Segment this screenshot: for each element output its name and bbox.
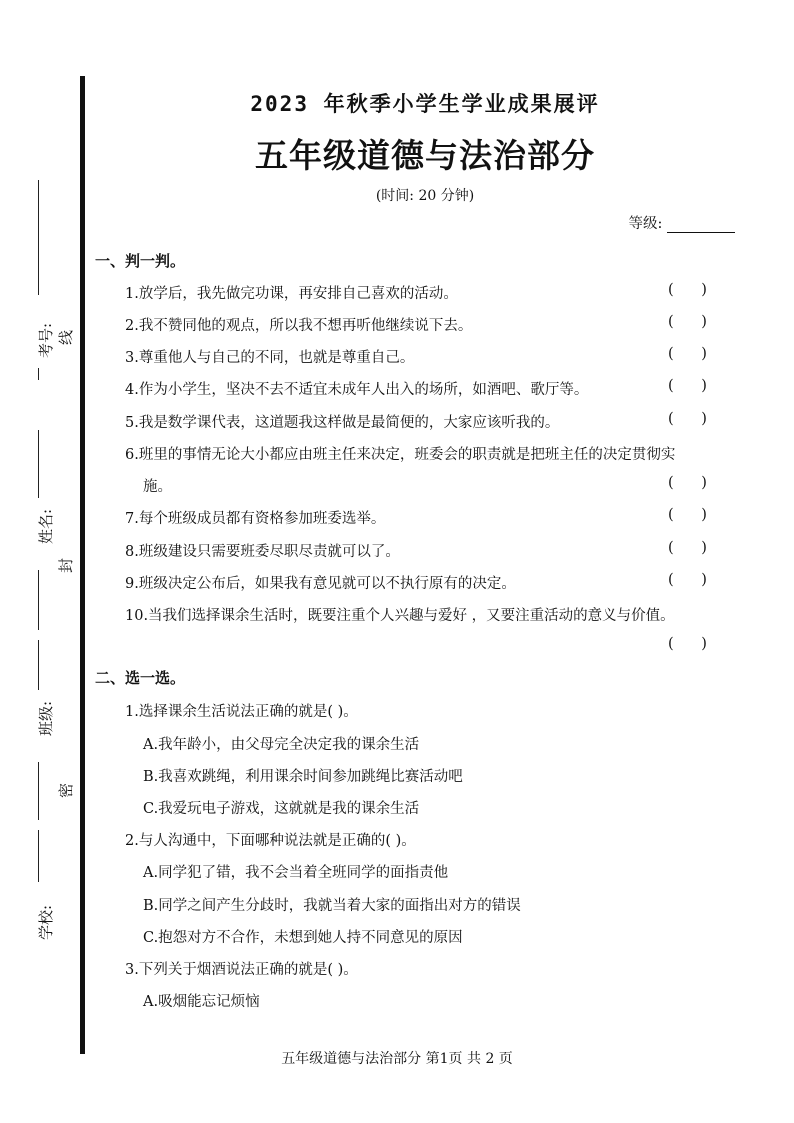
mc-q2-option-a[interactable]: A.同学犯了错，我不会当着全班同学的面指责他 bbox=[143, 865, 449, 881]
cut-word-seal: 封 bbox=[57, 557, 76, 574]
class-line[interactable] bbox=[38, 640, 39, 690]
mc-question-2: 2.与人沟通中，下面哪种说法就是正确的( )。 bbox=[125, 833, 416, 849]
mc-q3-option-a[interactable]: A.吸烟能忘记烦恼 bbox=[143, 994, 260, 1010]
tf-question-6: 6.班里的事情无论大小都应由班主任来决定，班委会的职责就是把班主任的决定贯彻实 bbox=[125, 447, 676, 463]
binding-margin bbox=[0, 0, 90, 1123]
tf-question-9: 9.班级决定公布后，如果我有意见就可以不执行原有的决定。 bbox=[125, 576, 516, 592]
tf-question-5: 5.我是数学课代表，这道题我这样做是最简便的，大家应该听我的。 bbox=[125, 415, 560, 431]
cut-word-secret: 密 bbox=[57, 782, 76, 799]
tf-answer-5[interactable]: ( ) bbox=[668, 411, 707, 427]
exam-number-line[interactable] bbox=[38, 180, 39, 295]
name-line-lower bbox=[38, 570, 39, 630]
name-line[interactable] bbox=[38, 430, 39, 498]
tf-question-3: 3.尊重他人与自己的不同，也就是尊重自己。 bbox=[125, 350, 415, 366]
school-field bbox=[28, 830, 56, 950]
tf-question-1: 1.放学后，我先做完功课，再安排自己喜欢的活动。 bbox=[125, 286, 458, 302]
tf-answer-3[interactable]: ( ) bbox=[668, 346, 707, 362]
tf-answer-6[interactable]: ( ) bbox=[668, 475, 707, 491]
tf-question-4: 4.作为小学生，坚决不去不适宜未成年人出入的场所，如酒吧、歌厅等。 bbox=[125, 382, 589, 398]
class-label: 班级: bbox=[37, 700, 56, 737]
mc-q1-option-a[interactable]: A.我年龄小，由父母完全决定我的课余生活 bbox=[143, 737, 420, 753]
mc-q2-option-c[interactable]: C.抱怨对方不合作，未想到她人持不同意见的原因 bbox=[143, 930, 463, 946]
name-label: 姓名: bbox=[37, 508, 56, 545]
cut-word-line: 线 bbox=[57, 329, 76, 346]
time-note: (时间: 20 分钟) bbox=[375, 188, 475, 204]
mc-q1-option-c[interactable]: C.我爱玩电子游戏，这就就是我的课余生活 bbox=[143, 801, 420, 817]
exam-title: 2023 年秋季小学生学业成果展评 bbox=[250, 92, 600, 116]
grade-field bbox=[629, 212, 736, 233]
section2-heading: 二、选一选。 bbox=[95, 669, 186, 687]
tf-answer-1[interactable]: ( ) bbox=[668, 282, 707, 298]
section1-heading: 一、判一判。 bbox=[95, 252, 186, 270]
mc-q1-option-b[interactable]: B.我喜欢跳绳，利用课余时间参加跳绳比赛活动吧 bbox=[143, 769, 463, 785]
mc-question-3: 3.下列关于烟酒说法正确的就是( )。 bbox=[125, 962, 358, 978]
tf-answer-8[interactable]: ( ) bbox=[668, 540, 707, 556]
tf-answer-10[interactable]: ( ) bbox=[668, 636, 707, 652]
tf-answer-7[interactable]: ( ) bbox=[668, 507, 707, 523]
exam-number-label: 考号: bbox=[37, 322, 56, 359]
tf-answer-2[interactable]: ( ) bbox=[668, 314, 707, 330]
name-field bbox=[28, 430, 56, 630]
tf-answer-4[interactable]: ( ) bbox=[668, 378, 707, 394]
tf-question-8: 8.班级建设只需要班委尽职尽责就可以了。 bbox=[125, 544, 400, 560]
grade-blank[interactable] bbox=[667, 218, 735, 233]
grade-label: 等级: bbox=[628, 216, 663, 232]
tf-question-6-cont: 施。 bbox=[143, 479, 172, 495]
tf-question-10: 10.当我们选择课余生活时，既要注重个人兴趣与爱好 ，又要注重活动的意义与价值。 bbox=[125, 608, 675, 624]
exam-number-field bbox=[28, 180, 56, 380]
mc-question-1: 1.选择课余生活说法正确的就是( )。 bbox=[125, 704, 358, 720]
page-footer: 五年级道德与法治部分 第1页 共 2 页 bbox=[281, 1051, 513, 1067]
exam-page bbox=[95, 0, 755, 1123]
school-line[interactable] bbox=[38, 830, 39, 882]
exam-subtitle: 五年级道德与法治部分 bbox=[255, 136, 595, 175]
tf-question-7: 7.每个班级成员都有资格参加班委选举。 bbox=[125, 511, 386, 527]
school-label: 学校: bbox=[37, 904, 56, 941]
tf-answer-9[interactable]: ( ) bbox=[668, 572, 707, 588]
class-line-lower bbox=[38, 762, 39, 820]
mc-q2-option-b[interactable]: B.同学之间产生分歧时，我就当着大家的面指出对方的错误 bbox=[143, 898, 521, 914]
tf-question-2: 2.我不赞同他的观点，所以我不想再听他继续说下去。 bbox=[125, 318, 473, 334]
exam-number-line-lower bbox=[38, 368, 39, 380]
binding-rule bbox=[80, 76, 85, 1054]
class-field bbox=[28, 640, 56, 820]
